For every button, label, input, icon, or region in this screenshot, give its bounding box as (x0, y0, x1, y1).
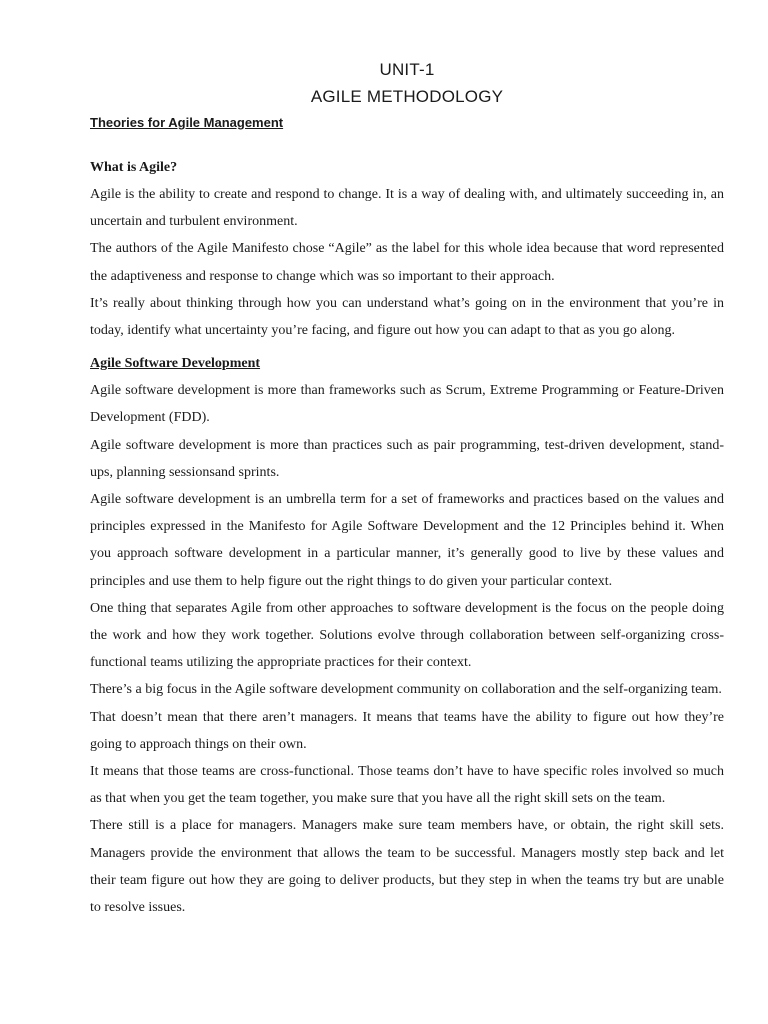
paragraph: Agile software development is more than practices such as pair programming, test-driven development, stand-ups, planning sessionsand sprints. (90, 437, 724, 480)
paragraph: It’s really about thinking through how you can understand what’s going on in the environment that you’re in today, identify what uncertainty you’re facing, and figure out how you can adapt to that as you go along. (90, 295, 724, 339)
paragraph: Agile is the ability to create and respond to change. It is a way of dealing with, and ultimately succeeding in, an uncertain and turbulent environment. (90, 187, 724, 230)
paragraph: There’s a big focus in the Agile software development community on collaboration and the self-organizing team. (90, 682, 722, 698)
paragraph: The authors of the Agile Manifesto chose “Agile” as the label for this whole idea because that word represented the adaptiveness and response to change which was so important to their approach. (90, 241, 724, 284)
unit-title: UNIT-1 (379, 60, 435, 79)
paragraph: There still is a place for managers. Managers make sure team members have, or obtain, the right skill sets. Managers provide the environment that allows the team to be successful. Managers mostly step back and let their team figure out how they are going to deliver products, but they step in when the teams try but are unable to resolve issues. (90, 818, 724, 916)
paragraph: Agile software development is more than frameworks such as Scrum, Extreme Programming or Feature-Driven Development (FDD). (90, 383, 724, 426)
heading-what-is-agile: What is Agile? (90, 160, 178, 175)
paragraph: That doesn’t mean that there aren’t managers. It means that teams have the ability to figure out how they’re going to approach things on their own. (90, 709, 724, 752)
document-page (90, 56, 724, 921)
section-heading-theories: Theories for Agile Management (90, 115, 284, 130)
paragraph: It means that those teams are cross-functional. Those teams don’t have to have specific roles involved so much as that when you get the team together, you make sure that you have all the right skill sets on the team. (90, 764, 724, 807)
document-title: AGILE METHODOLOGY (310, 87, 504, 106)
paragraph: Agile software development is an umbrella term for a set of frameworks and practices based on the values and principles expressed in the Manifesto for Agile Software Development and the 12 Principles behind it. When you approach software development in a particular manner, it’s generally good to live by these values and principles and use them to help figure out the right things to do given your particular context. (90, 492, 724, 589)
heading-agile-software-development: Agile Software Development (90, 356, 261, 372)
paragraph: One thing that separates Agile from other approaches to software development is the focus on the people doing the work and how they work together. Solutions evolve through collaboration between self-organizing cross-functional teams utilizing the appropriate practices for their context. (90, 600, 724, 671)
